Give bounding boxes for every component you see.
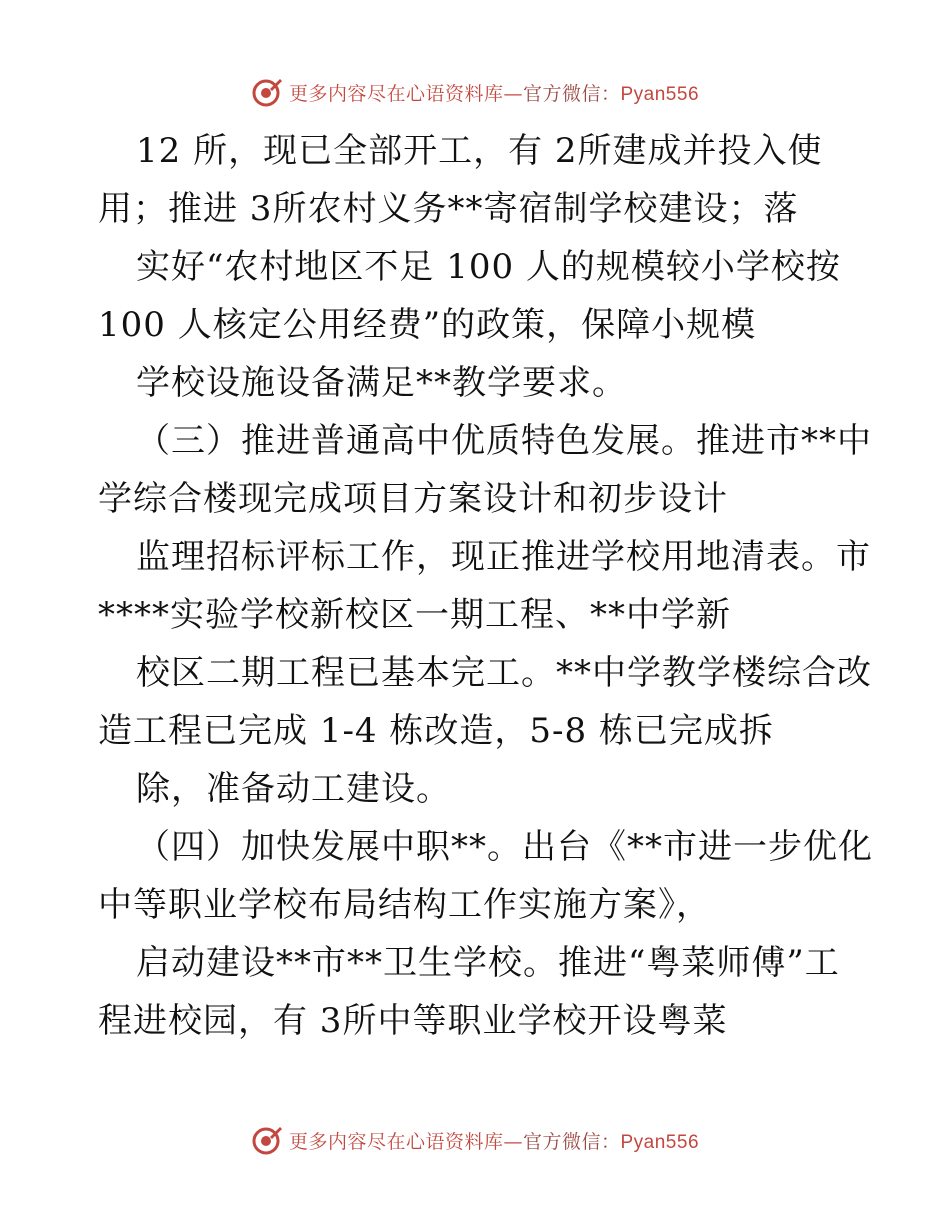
text-line: 除，准备动工建设。 [136, 769, 451, 809]
brand-text: 更多内容尽在心语资料库 [288, 82, 504, 105]
text-line: 程进校园，有 3所中等职业学校开设粤菜 [98, 1001, 728, 1041]
text-line: 用；推进 3所农村义务**寄宿制学校建设；落 [98, 189, 799, 229]
text-line: 监理招标评标工作，现正推进学校用地清表。市 [136, 537, 871, 577]
red-pen-seal-icon [251, 1124, 283, 1156]
banner-text [289, 79, 699, 106]
red-pen-seal-icon [251, 76, 283, 108]
text-line: 实好“农村地区不足 100 人的规模较小学校按 [136, 247, 841, 287]
wechat-id: Pyan556 [620, 83, 700, 105]
banner-separator: — [503, 82, 523, 105]
section-heading-line: （三）推进普通高中优质特色发展。推进市**中 [136, 421, 872, 461]
brand-text: 更多内容尽在心语资料库 [288, 1130, 504, 1153]
text-line: 学校设施设备满足**教学要求。 [136, 363, 627, 403]
text-line: 学综合楼现完成项目方案设计和初步设计 [98, 479, 728, 519]
text-line: 启动建设**市**卫生学校。推进“粤菜师傅”工 [136, 943, 840, 983]
text-line: 校区二期工程已基本完工。**中学教学楼综合改 [136, 653, 872, 693]
wechat-id: Pyan556 [620, 1131, 700, 1153]
official-label: 官方微信： [522, 1130, 621, 1153]
footer-banner [0, 1120, 950, 1160]
text-line: 中等职业学校布局结构工作实施方案》， [98, 885, 711, 925]
header-banner [0, 72, 950, 112]
text-line: 造工程已完成 1-4 栋改造，5-8 栋已完成拆 [98, 711, 774, 751]
document-body [98, 122, 898, 1050]
banner-text [289, 1127, 699, 1154]
official-label: 官方微信： [522, 82, 621, 105]
banner-separator: — [503, 1130, 523, 1153]
text-line: ****实验学校新校区一期工程、**中学新 [98, 595, 731, 635]
text-line: 100 人核定公用经费”的政策，保障小规模 [98, 305, 757, 345]
section-heading-line: （四）加快发展中职**。出台《**市进一步优化 [136, 827, 873, 867]
text-line: 12 所，现已全部开工，有 2所建成并投入使 [136, 131, 823, 171]
